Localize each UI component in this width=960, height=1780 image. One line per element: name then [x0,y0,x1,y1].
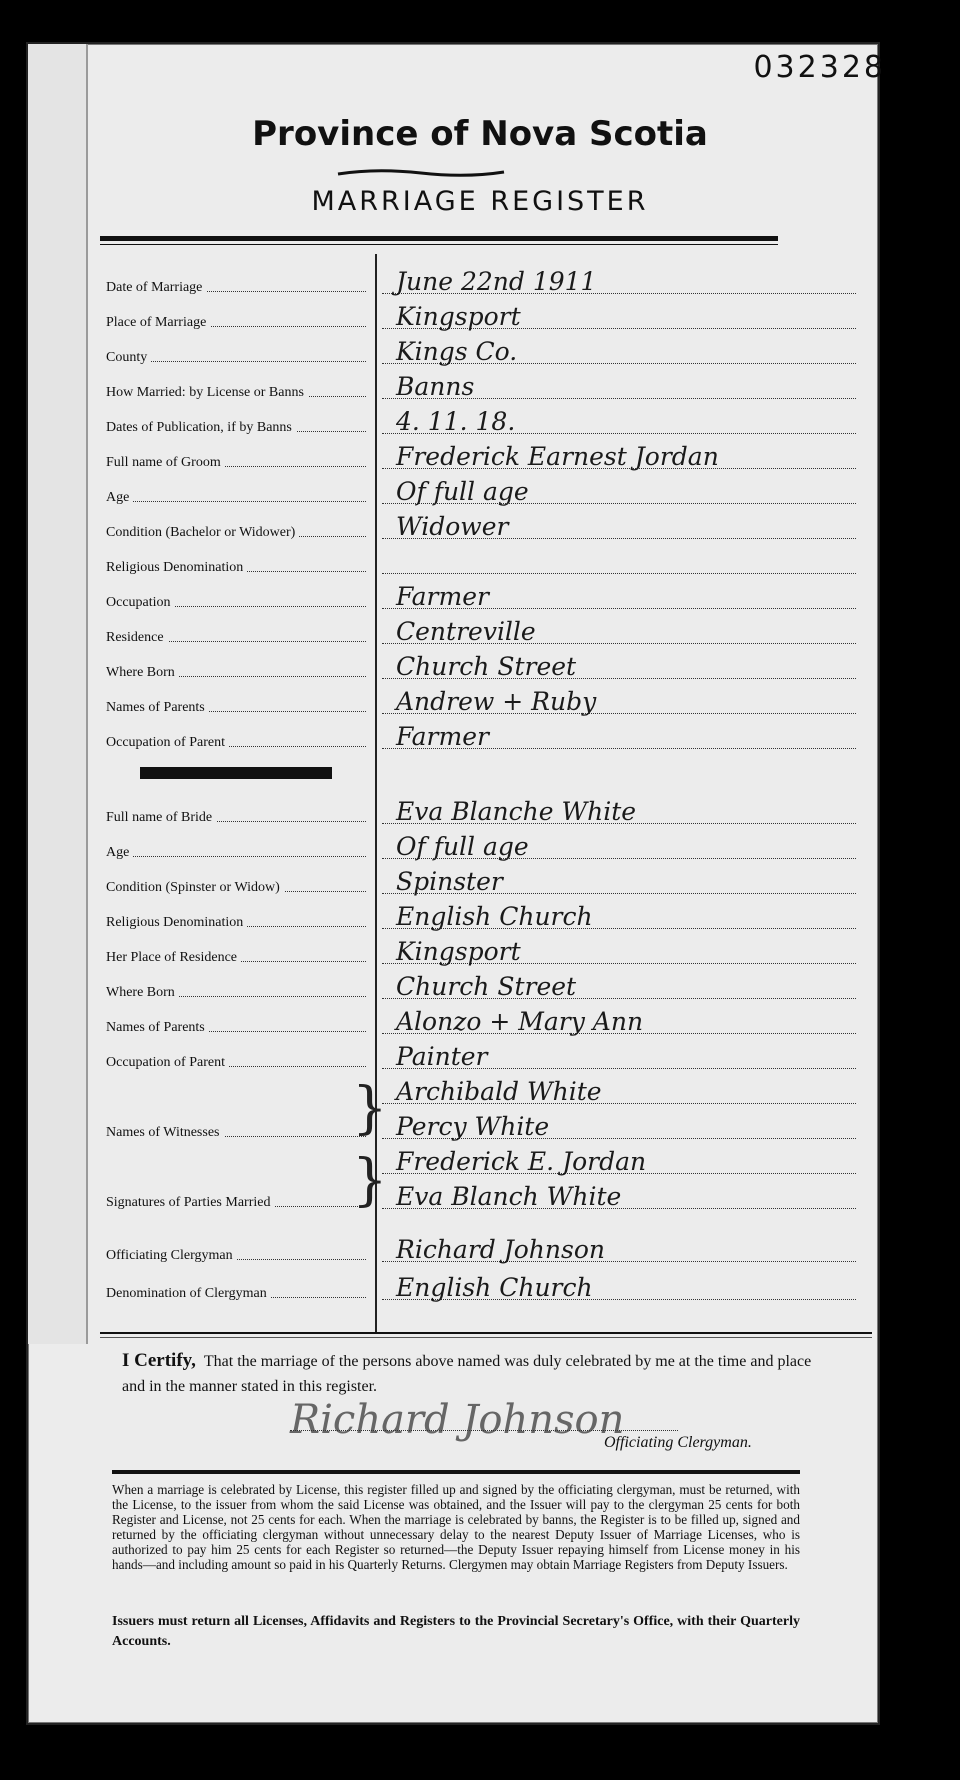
field-label: How Married: by License or Banns [106,385,308,401]
party-signature: Eva Blanch White [396,1182,622,1211]
field-row [106,797,856,828]
field-row [106,937,856,968]
field-value: Church Street [396,972,577,1001]
field-value: June 22nd 1911 [396,267,597,296]
field-label: Religious Denomination [106,560,247,576]
field-value: Of full age [396,832,529,861]
field-row [106,512,856,543]
field-label: Dates of Publication, if by Banns [106,420,296,436]
signature-line [290,1430,678,1431]
field-value: English Church [396,1273,593,1302]
field-row [106,407,856,438]
field-row [106,550,856,578]
party-row [106,1147,856,1178]
field-label: County [106,350,151,366]
field-row [106,722,856,753]
party-signature: Frederick E. Jordan [396,1147,647,1176]
witness-row [106,1112,856,1143]
field-row [106,617,856,648]
field-label: Signatures of Parties Married [106,1195,274,1211]
field-label: Denomination of Clergyman [106,1286,271,1302]
field-label: Religious Denomination [106,915,247,931]
field-value: Eva Blanche White [396,797,637,826]
title-ornament [336,168,506,178]
field-row [106,972,856,1003]
field-value: Kingsport [396,937,521,966]
field-row [106,302,856,333]
field-label: Occupation of Parent [106,1055,229,1071]
instructions-rule [112,1470,800,1474]
party-row [106,1182,856,1213]
field-value: Farmer [396,722,489,751]
field-label: Where Born [106,985,179,1001]
return-instructions: When a marriage is celebrated by License, this register filled up and signed by the officiating clergyman, must be returned, with the License, to the issuer from whom the said License was obtained, and the Issuer will pay to the clergyman 25 cents for both Register and License, not 25 cents for each. When the marriage is celebrated by banns, the Register is to be filled up, signed and returned by the officiating clergyman without unnecessary delay to the nearest Deputy Issuer of Marriage Licenses, who is authorized to pay him 25 cents for each Register so returned—the Deputy Issuer repaying himself from License money in his hands—and including amount so paid in his Quarterly Returns. Clergymen may obtain Marriage Registers from Deputy Issuers. [112,1482,800,1572]
field-label: Full name of Groom [106,455,225,471]
section-divider-bar [140,767,332,779]
field-value: 4. 11. 18. [396,407,516,436]
field-label: Full name of Bride [106,810,216,826]
field-row [106,1042,856,1073]
field-row [106,902,856,933]
certify-lead: I Certify, [122,1350,196,1371]
field-label: Date of Marriage [106,280,206,296]
field-label: Condition (Bachelor or Widower) [106,525,299,541]
field-value: Alonzo + Mary Ann [396,1007,644,1036]
field-row [106,687,856,718]
certify-text: That the marriage of the persons above named was duly celebrated by me at the time and place and in the manner stated in this register. [122,1353,812,1395]
field-label: Residence [106,630,168,646]
field-row [106,1007,856,1038]
form-bottom-rule [100,1332,872,1334]
register-title: MARRIAGE REGISTER [311,186,649,217]
field-row [106,867,856,898]
field-label: Names of Parents [106,700,209,716]
signer-label: Officiating Clergyman. [604,1434,752,1451]
field-value: Church Street [396,652,577,681]
field-row [106,372,856,403]
header-rule [100,236,778,241]
folded-edge [28,44,88,1344]
field-value: English Church [396,902,593,931]
field-label: Names of Witnesses [106,1125,224,1141]
field-value: Banns [396,372,475,401]
field-label: Age [106,490,133,506]
field-value: Of full age [396,477,529,506]
issuers-note: Issuers must return all Licenses, Affidavits and Registers to the Provincial Secretary's Office, with their Quarterly Accounts. [112,1614,800,1649]
field-label: Age [106,845,133,861]
witness-name: Percy White [396,1112,550,1141]
witness-row [106,1077,856,1108]
witness-brace: } [352,1076,388,1141]
field-label: Occupation [106,595,175,611]
form-bottom-rule-thin [100,1337,872,1338]
field-label: Where Born [106,665,179,681]
field-row [106,1235,856,1266]
field-row [106,1273,856,1304]
field-label: Names of Parents [106,1020,209,1036]
field-label: Condition (Spinster or Widow) [106,880,284,896]
field-value: Widower [396,512,509,541]
field-value: Painter [396,1042,488,1071]
parties-brace: } [352,1148,388,1213]
field-row [106,832,856,863]
field-label: Place of Marriage [106,315,210,331]
field-value: Richard Johnson [396,1235,605,1264]
document-number: 032328 [753,50,886,85]
field-value: Kings Co. [396,337,518,366]
field-label: Her Place of Residence [106,950,241,966]
field-label: Officiating Clergyman [106,1248,237,1264]
field-value: Andrew + Ruby [396,687,597,716]
field-label: Occupation of Parent [106,735,229,751]
field-value: Farmer [396,582,489,611]
field-row [106,442,856,473]
field-row [106,582,856,613]
clergyman-signature: Richard Johnson [290,1397,625,1443]
witness-name: Archibald White [396,1077,602,1106]
certification-statement [122,1348,812,1399]
header-rule-thin [100,244,778,245]
field-row [106,337,856,368]
field-value: Frederick Earnest Jordan [396,442,719,471]
field-row [106,652,856,683]
field-row [106,477,856,508]
field-value: Spinster [396,867,503,896]
province-title: Province of Nova Scotia [252,114,708,154]
field-value: Centreville [396,617,536,646]
field-row [106,267,856,298]
field-value: Kingsport [396,302,521,331]
